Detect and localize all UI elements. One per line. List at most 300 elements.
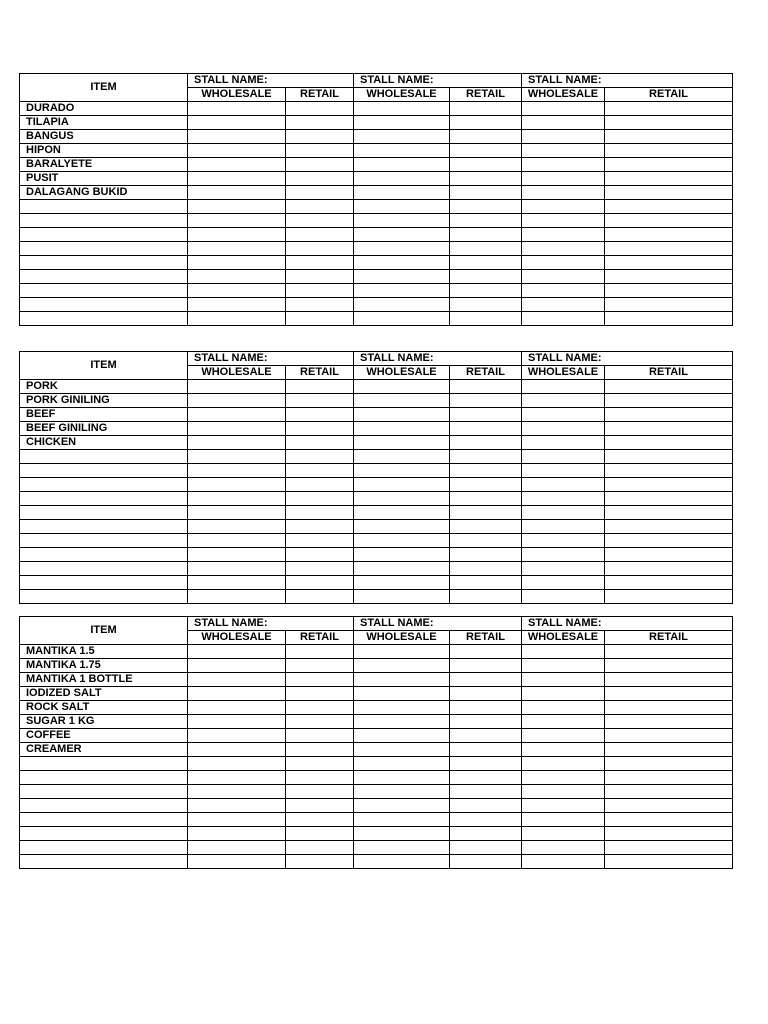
retail-price-cell[interactable] xyxy=(605,422,733,436)
retail-price-cell[interactable] xyxy=(605,394,733,408)
retail-price-cell[interactable] xyxy=(605,102,733,116)
retail-price-cell[interactable] xyxy=(450,116,522,130)
retail-price-cell[interactable] xyxy=(286,855,354,869)
retail-price-cell[interactable] xyxy=(450,757,522,771)
retail-price-cell[interactable] xyxy=(450,200,522,214)
wholesale-price-cell[interactable] xyxy=(354,144,450,158)
wholesale-price-cell[interactable] xyxy=(354,715,450,729)
wholesale-price-cell[interactable] xyxy=(188,158,286,172)
wholesale-price-cell[interactable] xyxy=(522,436,605,450)
retail-price-cell[interactable] xyxy=(450,576,522,590)
retail-price-cell[interactable] xyxy=(450,715,522,729)
retail-price-cell[interactable] xyxy=(286,270,354,284)
retail-price-cell[interactable] xyxy=(605,645,733,659)
retail-price-cell[interactable] xyxy=(450,284,522,298)
retail-price-cell[interactable] xyxy=(605,855,733,869)
wholesale-price-cell[interactable] xyxy=(522,576,605,590)
wholesale-price-cell[interactable] xyxy=(354,562,450,576)
wholesale-price-cell[interactable] xyxy=(354,186,450,200)
retail-price-cell[interactable] xyxy=(286,729,354,743)
wholesale-price-cell[interactable] xyxy=(354,464,450,478)
wholesale-price-cell[interactable] xyxy=(522,422,605,436)
wholesale-price-cell[interactable] xyxy=(188,659,286,673)
retail-price-cell[interactable] xyxy=(286,645,354,659)
retail-price-cell[interactable] xyxy=(286,436,354,450)
wholesale-price-cell[interactable] xyxy=(354,827,450,841)
retail-price-cell[interactable] xyxy=(450,394,522,408)
stall-name-header: STALL NAME: xyxy=(188,352,354,366)
wholesale-price-cell[interactable] xyxy=(354,394,450,408)
wholesale-price-cell[interactable] xyxy=(188,729,286,743)
retail-price-cell[interactable] xyxy=(450,242,522,256)
retail-price-cell[interactable] xyxy=(605,785,733,799)
wholesale-price-cell[interactable] xyxy=(354,200,450,214)
retail-price-cell[interactable] xyxy=(450,534,522,548)
wholesale-price-cell[interactable] xyxy=(188,645,286,659)
retail-price-cell[interactable] xyxy=(450,214,522,228)
retail-price-cell[interactable] xyxy=(605,520,733,534)
wholesale-price-cell[interactable] xyxy=(522,729,605,743)
wholesale-price-cell[interactable] xyxy=(188,799,286,813)
retail-price-cell[interactable] xyxy=(286,687,354,701)
retail-price-cell[interactable] xyxy=(605,116,733,130)
table-row xyxy=(20,408,733,422)
wholesale-price-cell[interactable] xyxy=(188,841,286,855)
wholesale-price-cell[interactable] xyxy=(354,422,450,436)
retail-price-cell[interactable] xyxy=(605,827,733,841)
wholesale-price-cell[interactable] xyxy=(522,214,605,228)
retail-price-cell[interactable] xyxy=(605,534,733,548)
wholesale-price-cell[interactable] xyxy=(188,492,286,506)
retail-price-cell[interactable] xyxy=(286,312,354,326)
wholesale-price-cell[interactable] xyxy=(354,380,450,394)
wholesale-price-cell[interactable] xyxy=(354,673,450,687)
retail-price-cell[interactable] xyxy=(286,520,354,534)
wholesale-price-cell[interactable] xyxy=(522,186,605,200)
wholesale-price-cell[interactable] xyxy=(522,158,605,172)
wholesale-price-cell[interactable] xyxy=(522,200,605,214)
retail-price-cell[interactable] xyxy=(605,813,733,827)
retail-price-cell[interactable] xyxy=(605,214,733,228)
wholesale-price-cell[interactable] xyxy=(522,841,605,855)
wholesale-price-cell[interactable] xyxy=(354,855,450,869)
wholesale-price-cell[interactable] xyxy=(188,590,286,604)
retail-price-cell[interactable] xyxy=(286,284,354,298)
wholesale-price-cell[interactable] xyxy=(354,450,450,464)
retail-price-cell[interactable] xyxy=(605,757,733,771)
wholesale-price-cell[interactable] xyxy=(354,408,450,422)
retail-price-cell[interactable] xyxy=(450,450,522,464)
wholesale-price-cell[interactable] xyxy=(188,298,286,312)
retail-price-cell[interactable] xyxy=(450,298,522,312)
wholesale-price-cell[interactable] xyxy=(188,436,286,450)
wholesale-price-cell[interactable] xyxy=(522,492,605,506)
retail-price-cell[interactable] xyxy=(286,256,354,270)
wholesale-price-cell[interactable] xyxy=(354,771,450,785)
retail-price-cell[interactable] xyxy=(286,757,354,771)
retail-price-cell[interactable] xyxy=(605,256,733,270)
wholesale-price-cell[interactable] xyxy=(188,228,286,242)
wholesale-price-cell[interactable] xyxy=(188,116,286,130)
wholesale-price-cell[interactable] xyxy=(188,186,286,200)
retail-price-cell[interactable] xyxy=(605,506,733,520)
wholesale-price-cell[interactable] xyxy=(354,298,450,312)
wholesale-price-cell[interactable] xyxy=(354,743,450,757)
retail-price-cell[interactable] xyxy=(286,548,354,562)
wholesale-price-cell[interactable] xyxy=(522,380,605,394)
wholesale-price-cell[interactable] xyxy=(522,270,605,284)
retail-price-cell[interactable] xyxy=(286,450,354,464)
wholesale-price-cell[interactable] xyxy=(522,130,605,144)
wholesale-price-cell[interactable] xyxy=(188,380,286,394)
wholesale-price-cell[interactable] xyxy=(188,394,286,408)
item-name-cell xyxy=(20,534,188,548)
retail-price-cell[interactable] xyxy=(286,590,354,604)
wholesale-price-cell[interactable] xyxy=(522,771,605,785)
retail-price-cell[interactable] xyxy=(450,590,522,604)
retail-price-cell[interactable] xyxy=(450,645,522,659)
wholesale-price-cell[interactable] xyxy=(354,270,450,284)
item-name-cell xyxy=(20,548,188,562)
wholesale-price-cell[interactable] xyxy=(522,242,605,256)
retail-price-cell[interactable] xyxy=(605,380,733,394)
wholesale-price-cell[interactable] xyxy=(354,506,450,520)
retail-price-cell[interactable] xyxy=(605,715,733,729)
wholesale-price-cell[interactable] xyxy=(188,771,286,785)
wholesale-price-cell[interactable] xyxy=(522,548,605,562)
retail-price-cell[interactable] xyxy=(605,144,733,158)
retail-price-cell[interactable] xyxy=(605,228,733,242)
wholesale-price-cell[interactable] xyxy=(354,729,450,743)
retail-price-cell[interactable] xyxy=(450,520,522,534)
retail-price-cell[interactable] xyxy=(450,270,522,284)
retail-price-cell[interactable] xyxy=(605,200,733,214)
retail-price-cell[interactable] xyxy=(286,228,354,242)
retail-price-cell[interactable] xyxy=(286,562,354,576)
retail-price-cell[interactable] xyxy=(450,436,522,450)
retail-price-cell[interactable] xyxy=(450,827,522,841)
wholesale-column-header: WHOLESALE xyxy=(188,631,286,645)
wholesale-price-cell[interactable] xyxy=(188,200,286,214)
retail-price-cell[interactable] xyxy=(605,562,733,576)
wholesale-price-cell[interactable] xyxy=(354,687,450,701)
wholesale-price-cell[interactable] xyxy=(522,478,605,492)
wholesale-price-cell[interactable] xyxy=(522,450,605,464)
wholesale-price-cell[interactable] xyxy=(354,436,450,450)
wholesale-price-cell[interactable] xyxy=(188,172,286,186)
retail-price-cell[interactable] xyxy=(450,380,522,394)
retail-price-cell[interactable] xyxy=(286,534,354,548)
retail-price-cell[interactable] xyxy=(605,701,733,715)
wholesale-price-cell[interactable] xyxy=(188,256,286,270)
wholesale-price-cell[interactable] xyxy=(188,855,286,869)
retail-price-cell[interactable] xyxy=(605,158,733,172)
wholesale-price-cell[interactable] xyxy=(188,450,286,464)
wholesale-price-cell[interactable] xyxy=(354,478,450,492)
retail-price-cell[interactable] xyxy=(605,729,733,743)
wholesale-price-cell[interactable] xyxy=(354,172,450,186)
wholesale-price-cell[interactable] xyxy=(522,506,605,520)
wholesale-price-cell[interactable] xyxy=(522,312,605,326)
wholesale-price-cell[interactable] xyxy=(522,701,605,715)
wholesale-price-cell[interactable] xyxy=(354,659,450,673)
retail-price-cell[interactable] xyxy=(605,242,733,256)
wholesale-price-cell[interactable] xyxy=(188,312,286,326)
retail-price-cell[interactable] xyxy=(286,827,354,841)
retail-price-cell[interactable] xyxy=(450,841,522,855)
retail-price-cell[interactable] xyxy=(286,492,354,506)
table-row xyxy=(20,144,733,158)
wholesale-price-cell[interactable] xyxy=(354,214,450,228)
retail-price-cell[interactable] xyxy=(605,548,733,562)
wholesale-price-cell[interactable] xyxy=(522,590,605,604)
retail-price-cell[interactable] xyxy=(450,228,522,242)
wholesale-price-cell[interactable] xyxy=(188,422,286,436)
retail-price-cell[interactable] xyxy=(286,506,354,520)
wholesale-price-cell[interactable] xyxy=(188,242,286,256)
wholesale-price-cell[interactable] xyxy=(188,408,286,422)
retail-price-cell[interactable] xyxy=(450,478,522,492)
wholesale-column-header: WHOLESALE xyxy=(522,366,605,380)
retail-price-cell[interactable] xyxy=(286,673,354,687)
wholesale-price-cell[interactable] xyxy=(522,562,605,576)
wholesale-column-header: WHOLESALE xyxy=(354,366,450,380)
retail-price-cell[interactable] xyxy=(605,576,733,590)
wholesale-price-cell[interactable] xyxy=(188,548,286,562)
retail-price-cell[interactable] xyxy=(450,158,522,172)
wholesale-price-cell[interactable] xyxy=(354,284,450,298)
retail-price-cell[interactable] xyxy=(286,394,354,408)
wholesale-price-cell[interactable] xyxy=(522,228,605,242)
wholesale-price-cell[interactable] xyxy=(188,506,286,520)
wholesale-price-cell[interactable] xyxy=(522,534,605,548)
wholesale-price-cell[interactable] xyxy=(522,827,605,841)
retail-price-cell[interactable] xyxy=(286,158,354,172)
wholesale-price-cell[interactable] xyxy=(354,242,450,256)
wholesale-price-cell[interactable] xyxy=(354,701,450,715)
wholesale-price-cell[interactable] xyxy=(354,158,450,172)
wholesale-price-cell[interactable] xyxy=(188,743,286,757)
wholesale-price-cell[interactable] xyxy=(354,130,450,144)
wholesale-price-cell[interactable] xyxy=(188,827,286,841)
retail-price-cell[interactable] xyxy=(605,450,733,464)
retail-price-cell[interactable] xyxy=(450,855,522,869)
retail-price-cell[interactable] xyxy=(450,562,522,576)
wholesale-price-cell[interactable] xyxy=(354,102,450,116)
wholesale-price-cell[interactable] xyxy=(522,855,605,869)
retail-price-cell[interactable] xyxy=(450,813,522,827)
wholesale-price-cell[interactable] xyxy=(354,548,450,562)
wholesale-price-cell[interactable] xyxy=(522,813,605,827)
retail-price-cell[interactable] xyxy=(605,771,733,785)
retail-price-cell[interactable] xyxy=(450,659,522,673)
wholesale-price-cell[interactable] xyxy=(522,659,605,673)
wholesale-price-cell[interactable] xyxy=(188,520,286,534)
wholesale-price-cell[interactable] xyxy=(522,687,605,701)
retail-price-cell[interactable] xyxy=(286,172,354,186)
retail-price-cell[interactable] xyxy=(605,436,733,450)
wholesale-price-cell[interactable] xyxy=(522,673,605,687)
retail-price-cell[interactable] xyxy=(286,130,354,144)
wholesale-price-cell[interactable] xyxy=(522,172,605,186)
wholesale-price-cell[interactable] xyxy=(354,256,450,270)
wholesale-price-cell[interactable] xyxy=(354,492,450,506)
retail-price-cell[interactable] xyxy=(450,701,522,715)
retail-price-cell[interactable] xyxy=(286,478,354,492)
retail-price-cell[interactable] xyxy=(286,659,354,673)
retail-price-cell[interactable] xyxy=(450,785,522,799)
wholesale-price-cell[interactable] xyxy=(188,270,286,284)
retail-price-cell[interactable] xyxy=(450,102,522,116)
wholesale-price-cell[interactable] xyxy=(522,408,605,422)
retail-price-cell[interactable] xyxy=(450,506,522,520)
retail-price-cell[interactable] xyxy=(450,256,522,270)
wholesale-price-cell[interactable] xyxy=(522,743,605,757)
wholesale-price-cell[interactable] xyxy=(354,841,450,855)
retail-price-cell[interactable] xyxy=(286,242,354,256)
retail-price-cell[interactable] xyxy=(450,186,522,200)
wholesale-price-cell[interactable] xyxy=(188,757,286,771)
retail-price-cell[interactable] xyxy=(605,408,733,422)
retail-price-cell[interactable] xyxy=(605,464,733,478)
retail-price-cell[interactable] xyxy=(286,422,354,436)
retail-price-cell[interactable] xyxy=(605,270,733,284)
retail-price-cell[interactable] xyxy=(286,841,354,855)
wholesale-price-cell[interactable] xyxy=(188,673,286,687)
retail-price-cell[interactable] xyxy=(286,408,354,422)
retail-price-cell[interactable] xyxy=(450,312,522,326)
retail-price-cell[interactable] xyxy=(605,284,733,298)
retail-price-cell[interactable] xyxy=(286,144,354,158)
retail-price-cell[interactable] xyxy=(605,130,733,144)
retail-price-cell[interactable] xyxy=(286,743,354,757)
wholesale-price-cell[interactable] xyxy=(522,799,605,813)
item-name-cell: HIPON xyxy=(20,144,188,158)
wholesale-price-cell[interactable] xyxy=(354,534,450,548)
wholesale-price-cell[interactable] xyxy=(522,256,605,270)
wholesale-price-cell[interactable] xyxy=(188,534,286,548)
wholesale-price-cell[interactable] xyxy=(188,562,286,576)
wholesale-price-cell[interactable] xyxy=(188,715,286,729)
wholesale-price-cell[interactable] xyxy=(522,715,605,729)
retail-price-cell[interactable] xyxy=(605,298,733,312)
retail-price-cell[interactable] xyxy=(450,673,522,687)
item-name-cell xyxy=(20,771,188,785)
wholesale-price-cell[interactable] xyxy=(354,228,450,242)
retail-price-cell[interactable] xyxy=(286,701,354,715)
retail-price-cell[interactable] xyxy=(605,590,733,604)
retail-price-cell[interactable] xyxy=(450,130,522,144)
wholesale-price-cell[interactable] xyxy=(354,785,450,799)
wholesale-price-cell[interactable] xyxy=(188,785,286,799)
retail-price-cell[interactable] xyxy=(286,813,354,827)
retail-price-cell[interactable] xyxy=(450,422,522,436)
wholesale-price-cell[interactable] xyxy=(522,394,605,408)
wholesale-price-cell[interactable] xyxy=(188,687,286,701)
wholesale-price-cell[interactable] xyxy=(188,102,286,116)
item-name-cell: BEEF xyxy=(20,408,188,422)
retail-price-cell[interactable] xyxy=(605,673,733,687)
retail-price-cell[interactable] xyxy=(450,144,522,158)
wholesale-price-cell[interactable] xyxy=(188,464,286,478)
wholesale-price-cell[interactable] xyxy=(522,284,605,298)
wholesale-price-cell[interactable] xyxy=(354,813,450,827)
retail-price-cell[interactable] xyxy=(286,186,354,200)
retail-price-cell[interactable] xyxy=(450,464,522,478)
retail-price-cell[interactable] xyxy=(450,743,522,757)
wholesale-price-cell[interactable] xyxy=(522,645,605,659)
wholesale-price-cell[interactable] xyxy=(188,284,286,298)
retail-price-cell[interactable] xyxy=(450,492,522,506)
wholesale-price-cell[interactable] xyxy=(522,298,605,312)
retail-price-cell[interactable] xyxy=(286,102,354,116)
wholesale-price-cell[interactable] xyxy=(354,312,450,326)
wholesale-price-cell[interactable] xyxy=(522,116,605,130)
retail-price-cell[interactable] xyxy=(605,659,733,673)
retail-price-cell[interactable] xyxy=(450,548,522,562)
wholesale-price-cell[interactable] xyxy=(354,645,450,659)
wholesale-price-cell[interactable] xyxy=(188,214,286,228)
retail-price-cell[interactable] xyxy=(286,785,354,799)
retail-price-cell[interactable] xyxy=(286,200,354,214)
retail-price-cell[interactable] xyxy=(450,799,522,813)
wholesale-price-cell[interactable] xyxy=(354,757,450,771)
retail-price-cell[interactable] xyxy=(605,186,733,200)
wholesale-price-cell[interactable] xyxy=(188,130,286,144)
retail-price-cell[interactable] xyxy=(605,841,733,855)
retail-price-cell[interactable] xyxy=(286,771,354,785)
retail-price-cell[interactable] xyxy=(605,312,733,326)
wholesale-price-cell[interactable] xyxy=(354,520,450,534)
wholesale-price-cell[interactable] xyxy=(354,590,450,604)
wholesale-price-cell[interactable] xyxy=(522,102,605,116)
retail-price-cell[interactable] xyxy=(286,464,354,478)
wholesale-price-cell[interactable] xyxy=(188,701,286,715)
retail-price-cell[interactable] xyxy=(450,687,522,701)
retail-price-cell[interactable] xyxy=(605,172,733,186)
wholesale-price-cell[interactable] xyxy=(522,144,605,158)
retail-price-cell[interactable] xyxy=(450,771,522,785)
retail-price-cell[interactable] xyxy=(450,408,522,422)
retail-price-cell[interactable] xyxy=(605,687,733,701)
wholesale-price-cell[interactable] xyxy=(354,576,450,590)
wholesale-price-cell[interactable] xyxy=(522,785,605,799)
wholesale-price-cell[interactable] xyxy=(188,144,286,158)
retail-price-cell[interactable] xyxy=(286,576,354,590)
wholesale-price-cell[interactable] xyxy=(522,464,605,478)
table-row xyxy=(20,576,733,590)
wholesale-price-cell[interactable] xyxy=(188,478,286,492)
retail-price-cell[interactable] xyxy=(450,729,522,743)
retail-price-cell[interactable] xyxy=(286,715,354,729)
retail-price-cell[interactable] xyxy=(605,478,733,492)
retail-price-cell[interactable] xyxy=(605,492,733,506)
retail-price-cell[interactable] xyxy=(286,116,354,130)
retail-price-cell[interactable] xyxy=(605,743,733,757)
retail-price-cell[interactable] xyxy=(286,214,354,228)
retail-price-cell[interactable] xyxy=(286,298,354,312)
wholesale-price-cell[interactable] xyxy=(188,576,286,590)
retail-price-cell[interactable] xyxy=(286,380,354,394)
wholesale-price-cell[interactable] xyxy=(522,757,605,771)
wholesale-price-cell[interactable] xyxy=(354,799,450,813)
retail-price-cell[interactable] xyxy=(605,799,733,813)
wholesale-price-cell[interactable] xyxy=(188,813,286,827)
wholesale-price-cell[interactable] xyxy=(522,520,605,534)
wholesale-price-cell[interactable] xyxy=(354,116,450,130)
retail-price-cell[interactable] xyxy=(286,799,354,813)
retail-price-cell[interactable] xyxy=(450,172,522,186)
